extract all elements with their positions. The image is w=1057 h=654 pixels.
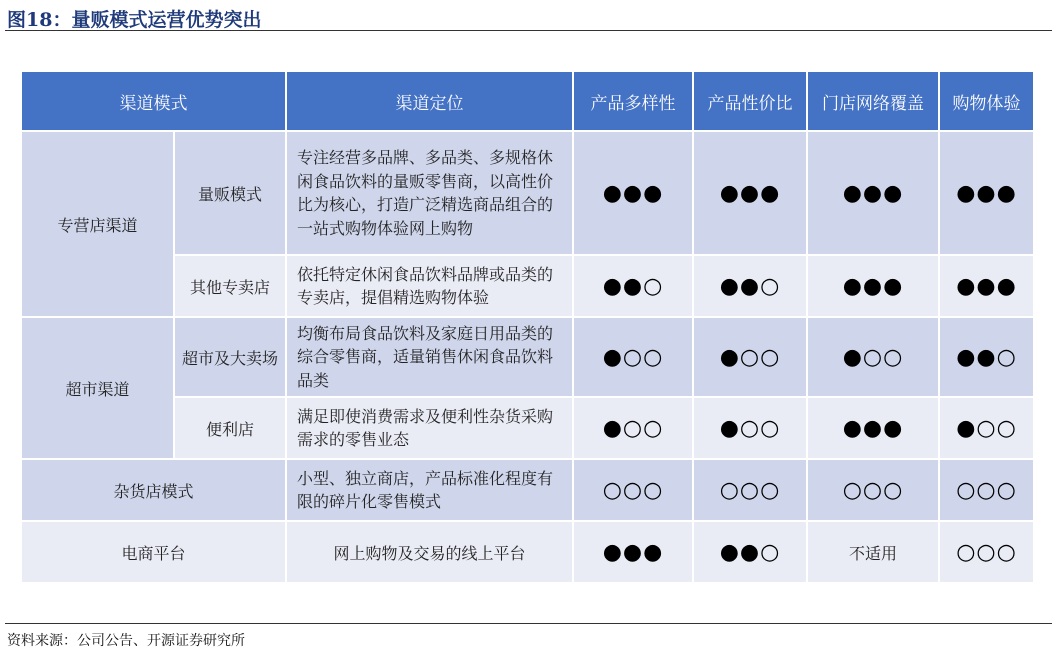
rating-diversity: ●●○ [574,256,692,316]
header-diversity: 产品多样性 [574,72,692,130]
footer-divider [5,623,1052,624]
rating-diversity: ○○○ [574,460,692,520]
mode-cell: 杂货店模式 [22,460,285,520]
table-row [22,318,1033,396]
header-coverage: 门店网络覆盖 [808,72,938,130]
mode-cell: 超市及大卖场 [175,318,285,396]
rating-value: ●●○ [694,522,806,582]
rating-experience: ○○○ [940,522,1033,582]
rating-value: ●●● [694,132,806,254]
header-mode: 渠道模式 [22,72,285,130]
desc-cell: 专注经营多品牌、多品类、多规格休闲食品饮料的量贩零售商，以高性价比为核心，打造广泛精选商品组合的一站式购物体验网上购物 [287,132,572,254]
header-experience: 购物体验 [940,72,1033,130]
table-row [22,522,1033,582]
rating-coverage: ●○○ [808,318,938,396]
mode-cell: 便利店 [175,398,285,458]
rating-value: ●●○ [694,256,806,316]
table-row [22,132,1033,254]
desc-cell: 网上购物及交易的线上平台 [287,522,572,582]
rating-experience: ●●● [940,256,1033,316]
table-row [22,256,1033,316]
table-row [22,398,1033,458]
rating-coverage: 不适用 [808,522,938,582]
mode-cell: 量贩模式 [175,132,285,254]
header-value: 产品性价比 [694,72,806,130]
rating-experience: ●●○ [940,318,1033,396]
rating-value: ○○○ [694,460,806,520]
rating-experience: ○○○ [940,460,1033,520]
table-row [22,460,1033,520]
figure-title: 图18：量贩模式运营优势突出 [7,9,262,31]
mode-cell: 电商平台 [22,522,285,582]
rating-diversity: ●●● [574,132,692,254]
header-positioning: 渠道定位 [287,72,572,130]
desc-cell: 小型、独立商店，产品标准化程度有限的碎片化零售模式 [287,460,572,520]
rating-diversity: ●●● [574,522,692,582]
desc-cell: 满足即使消费需求及便利性杂货采购需求的零售业态 [287,398,572,458]
desc-cell: 依托特定休闲食品饮料品牌或品类的专卖店，提倡精选购物体验 [287,256,572,316]
rating-value: ●○○ [694,318,806,396]
header-row [22,72,1033,130]
desc-cell: 均衡布局食品饮料及家庭日用品类的综合零售商，适量销售休闲食品饮料品类 [287,318,572,396]
mode-cell: 其他专卖店 [175,256,285,316]
rating-coverage: ○○○ [808,460,938,520]
rating-coverage: ●●● [808,398,938,458]
rating-value: ●○○ [694,398,806,458]
rating-coverage: ●●● [808,256,938,316]
rating-experience: ●●● [940,132,1033,254]
title-divider [5,30,1052,31]
channel-comparison-table [20,70,1035,584]
rating-diversity: ●○○ [574,398,692,458]
source-note: 资料来源：公司公告、开源证券研究所 [7,633,245,649]
rating-diversity: ●○○ [574,318,692,396]
rating-coverage: ●●● [808,132,938,254]
group-specialty: 专营店渠道 [22,132,173,316]
rating-experience: ●○○ [940,398,1033,458]
group-supermarket: 超市渠道 [22,318,173,458]
